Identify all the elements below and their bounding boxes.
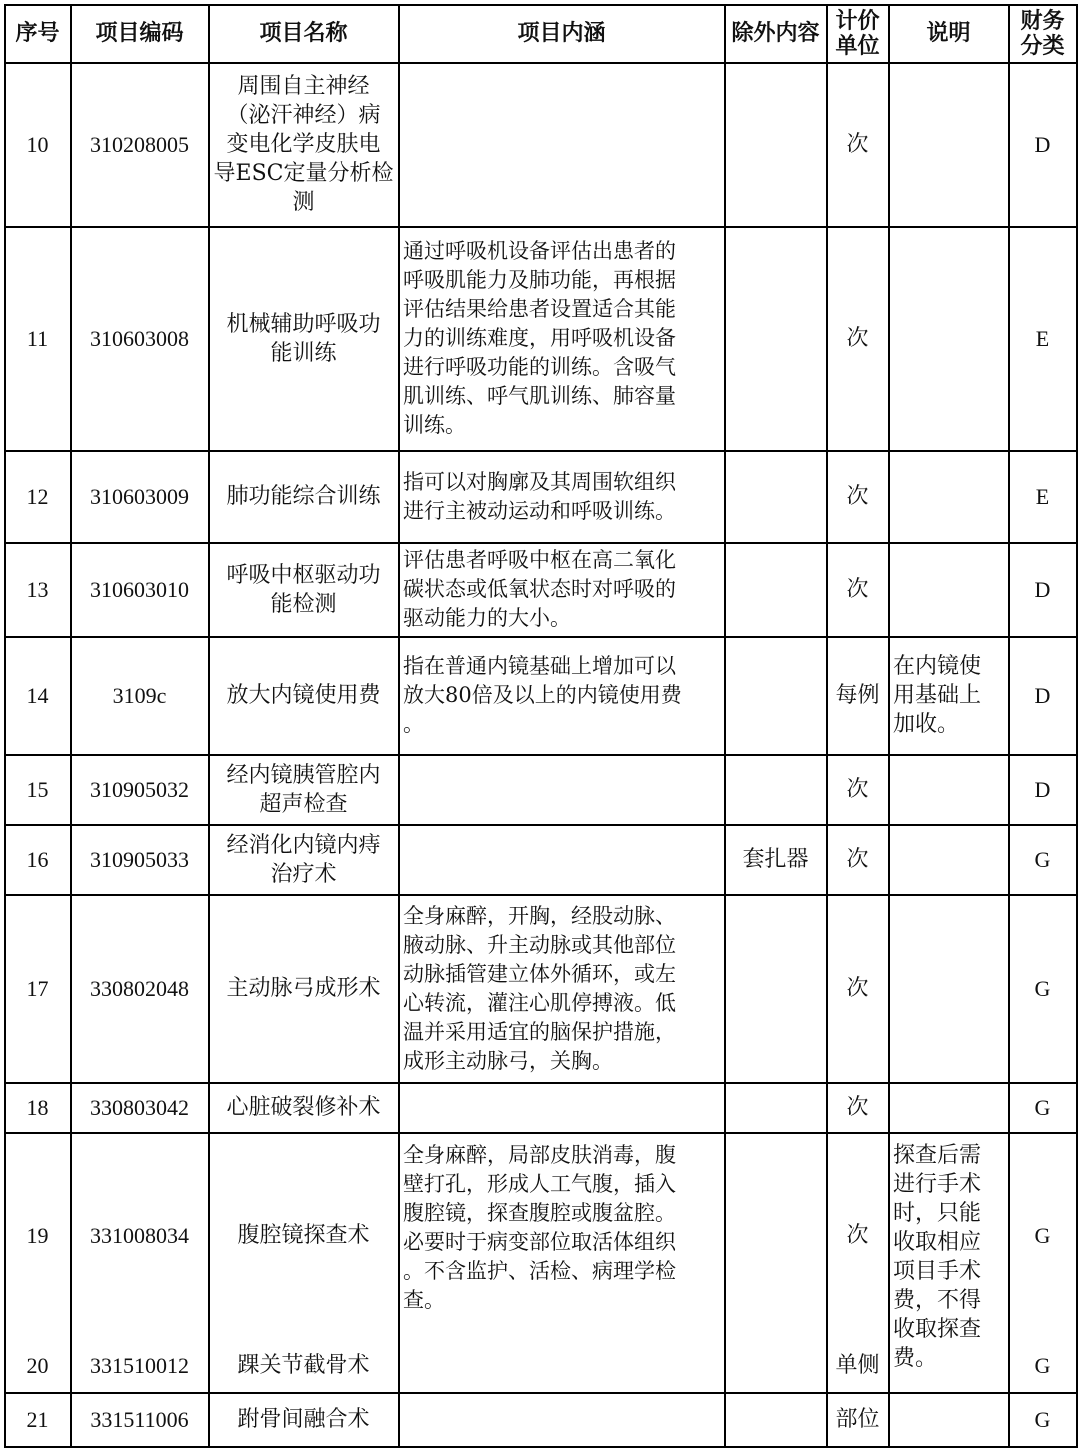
row-16-unit-cell: 次: [846, 847, 869, 872]
row-21-seq-cell: 21: [26, 1407, 49, 1432]
row-12-fin-cell: E: [1035, 484, 1050, 509]
row-20-fin-cell: G: [1034, 1353, 1051, 1378]
grid-line: [724, 4, 726, 1448]
row-16-exclude-cell: 套扎器: [742, 847, 809, 872]
row-17-content-cell: 全身麻醉，开胸，经股动脉、 腋动脉、升主动脉或其他部位 动脉插管建立体外循环，或左 心转流，灌注心肌停搏液。低 温并采用适宜的脑保护措施， 成形主动脉弓，关胸。: [403, 903, 676, 1073]
row-11-code-cell: 310603008: [90, 326, 189, 351]
grid-line: [70, 4, 72, 1448]
row-15-exclude-cell: [725, 755, 826, 824]
row-15-name-cell: 经内镜胰管腔内 超声检查: [226, 762, 381, 817]
row-15-seq-cell: 15: [26, 777, 49, 802]
row-12-seq-cell: 12: [26, 484, 49, 509]
row-16-note-cell: [889, 825, 1008, 894]
row-15-fin-cell: D: [1034, 777, 1051, 802]
grid-line: [4, 894, 1078, 896]
grid-line: [4, 824, 1078, 826]
grid-line: [4, 754, 1078, 756]
row-18-code-cell: 330803042: [90, 1095, 189, 1120]
row-10-exclude-cell: [725, 63, 826, 226]
grid-line: [4, 1392, 1078, 1394]
row-10-name-cell: 周围自主神经 （泌汗神经）病 变电化学皮肤电 导ESC定量分析检 测: [213, 74, 394, 215]
row-19-seq-cell: 19: [26, 1223, 49, 1248]
row-18-seq-cell: 18: [26, 1095, 49, 1120]
row-14-note-cell: 在内镜使 用基础上 加收。: [893, 654, 982, 737]
row-11-exclude-cell: [725, 227, 826, 450]
grid-line: [4, 62, 1078, 64]
grid-line: [4, 226, 1078, 228]
row-21-exclude-cell: [725, 1393, 826, 1446]
row-13-fin-cell: D: [1034, 577, 1051, 602]
row-13-content-cell: 评估患者呼吸中枢在高二氧化 碳状态或低氧状态时对呼吸的 驱动能力的大小。: [403, 548, 676, 630]
row-17-exclude-cell: [725, 895, 826, 1082]
row-14-exclude-cell: [725, 637, 826, 754]
row-11-fin-cell: E: [1035, 326, 1050, 351]
grid-line: [4, 1082, 1078, 1084]
row-19-content-cell: 全身麻醉，局部皮肤消毒，腹 壁打孔，形成人工气腹，插入 腹腔镜，探查腹腔或腹盆腔。 必要时于病变部位取活体组织 。不含监护、活检、病理学检 查。: [403, 1143, 676, 1312]
grid-line: [4, 636, 1078, 638]
row-14-seq-cell: 14: [26, 683, 49, 708]
row-10-content-cell: [399, 63, 724, 226]
grid-line: [4, 1446, 1078, 1448]
row-21-fin-cell: G: [1034, 1407, 1051, 1432]
row-14-content-cell: 指在普通内镜基础上增加可以 放大80倍及以上的内镜使用费 。: [403, 654, 682, 736]
grid-line: [4, 4, 6, 1448]
grid-line: [208, 4, 210, 1448]
row-16-fin-cell: G: [1034, 847, 1051, 872]
row-20-unit-cell: 单侧: [835, 1353, 880, 1378]
row-19-unit-cell: 次: [846, 1223, 869, 1248]
row-13-note-cell: [889, 543, 1008, 636]
row-11-content-cell: 通过呼吸机设备评估出患者的 呼吸肌能力及肺功能，再根据 评估结果给患者设置适合其能 力的训练难度，用呼吸机设备 进行呼吸功能的训练。含吸气 肌训练、呼气肌训练、肺容量 训练。: [403, 239, 676, 437]
row-18-unit-cell: 次: [846, 1095, 869, 1120]
row-15-unit-cell: 次: [846, 777, 869, 802]
row-15-code-cell: 310905032: [90, 777, 189, 802]
row-14-unit-cell: 每例: [835, 683, 880, 708]
row-12-note-cell: [889, 451, 1008, 542]
row-11-note-cell: [889, 227, 1008, 450]
header-note: 说明: [926, 21, 971, 46]
row-10-unit-cell: 次: [846, 132, 869, 157]
row-11-name-cell: 机械辅助呼吸功 能训练: [226, 311, 381, 366]
row-14-name-cell: 放大内镜使用费: [226, 683, 381, 708]
row-19-fin-cell: G: [1034, 1223, 1051, 1248]
header-content: 项目内涵: [517, 21, 606, 46]
row-21-name-cell: 跗骨间融合术: [237, 1407, 370, 1432]
row-14-code-cell: 3109c: [112, 683, 167, 708]
row-12-unit-cell: 次: [846, 484, 869, 509]
header-seq: 序号: [15, 21, 60, 46]
row-21-note-cell: [889, 1393, 1008, 1446]
row-17-code-cell: 330802048: [90, 976, 189, 1001]
row-12-exclude-cell: [725, 451, 826, 542]
row-13-exclude-cell: [725, 543, 826, 636]
grid-line: [1008, 4, 1010, 1448]
row-17-note-cell: [889, 895, 1008, 1082]
row-19-exclude-cell: [725, 1133, 826, 1392]
header-name: 项目名称: [259, 21, 348, 46]
row-18-note-cell: [889, 1083, 1008, 1132]
header-exclude: 除外内容: [731, 21, 820, 46]
grid-line: [1076, 4, 1078, 1448]
row-13-seq-cell: 13: [26, 577, 49, 602]
row-18-name-cell: 心脏破裂修补术: [226, 1095, 381, 1120]
header-unit: 计价 单位: [835, 8, 880, 59]
grid-line: [4, 1132, 1078, 1134]
row-17-unit-cell: 次: [846, 976, 869, 1001]
grid-line: [4, 4, 1078, 6]
row-14-fin-cell: D: [1034, 683, 1051, 708]
row-10-note-cell: [889, 63, 1008, 226]
row-17-name-cell: 主动脉弓成形术: [226, 976, 381, 1001]
row-15-note-cell: [889, 755, 1008, 824]
row-12-code-cell: 310603009: [90, 484, 189, 509]
row-21-content-cell: [399, 1393, 724, 1446]
row-19-name-cell: 腹腔镜探查术: [237, 1223, 370, 1248]
row-21-code-cell: 331511006: [90, 1407, 189, 1432]
grid-line: [4, 450, 1078, 452]
row-11-unit-cell: 次: [846, 326, 869, 351]
row-12-name-cell: 肺功能综合训练: [226, 484, 381, 509]
row-10-fin-cell: D: [1034, 132, 1051, 157]
row-16-content-cell: [399, 825, 724, 894]
grid-line: [826, 4, 828, 1448]
row-11-seq-cell: 11: [26, 326, 49, 351]
row-13-name-cell: 呼吸中枢驱动功 能检测: [226, 562, 381, 617]
row-20-code-cell: 331510012: [90, 1353, 189, 1378]
header-code: 项目编码: [95, 21, 184, 46]
row-17-fin-cell: G: [1034, 976, 1051, 1001]
row-12-content-cell: 指可以对胸廓及其周围软组织 进行主被动运动和呼吸训练。: [403, 469, 676, 523]
row-19-code-cell: 331008034: [90, 1223, 189, 1248]
row-10-code-cell: 310208005: [90, 132, 189, 157]
row-21-unit-cell: 部位: [835, 1407, 880, 1432]
grid-line: [398, 4, 400, 1448]
row-19-note-cell: 探查后需 进行手术 时，只能 收取相应 项目手术 费，不得 收取探查 费。: [893, 1143, 982, 1371]
row-18-fin-cell: G: [1034, 1095, 1051, 1120]
row-13-unit-cell: 次: [846, 577, 869, 602]
row-16-code-cell: 310905033: [90, 847, 189, 872]
row-18-exclude-cell: [725, 1083, 826, 1132]
row-16-seq-cell: 16: [26, 847, 49, 872]
row-18-content-cell: [399, 1083, 724, 1132]
header-fin: 财务 分类: [1020, 8, 1065, 59]
row-20-seq-cell: 20: [26, 1353, 49, 1378]
row-17-seq-cell: 17: [26, 976, 49, 1001]
row-15-content-cell: [399, 755, 724, 824]
row-16-name-cell: 经消化内镜内痔 治疗术: [226, 832, 381, 887]
row-10-seq-cell: 10: [26, 132, 49, 157]
grid-line: [4, 542, 1078, 544]
row-20-name-cell: 踝关节截骨术: [237, 1353, 370, 1378]
grid-line: [888, 4, 890, 1448]
row-13-code-cell: 310603010: [90, 577, 189, 602]
